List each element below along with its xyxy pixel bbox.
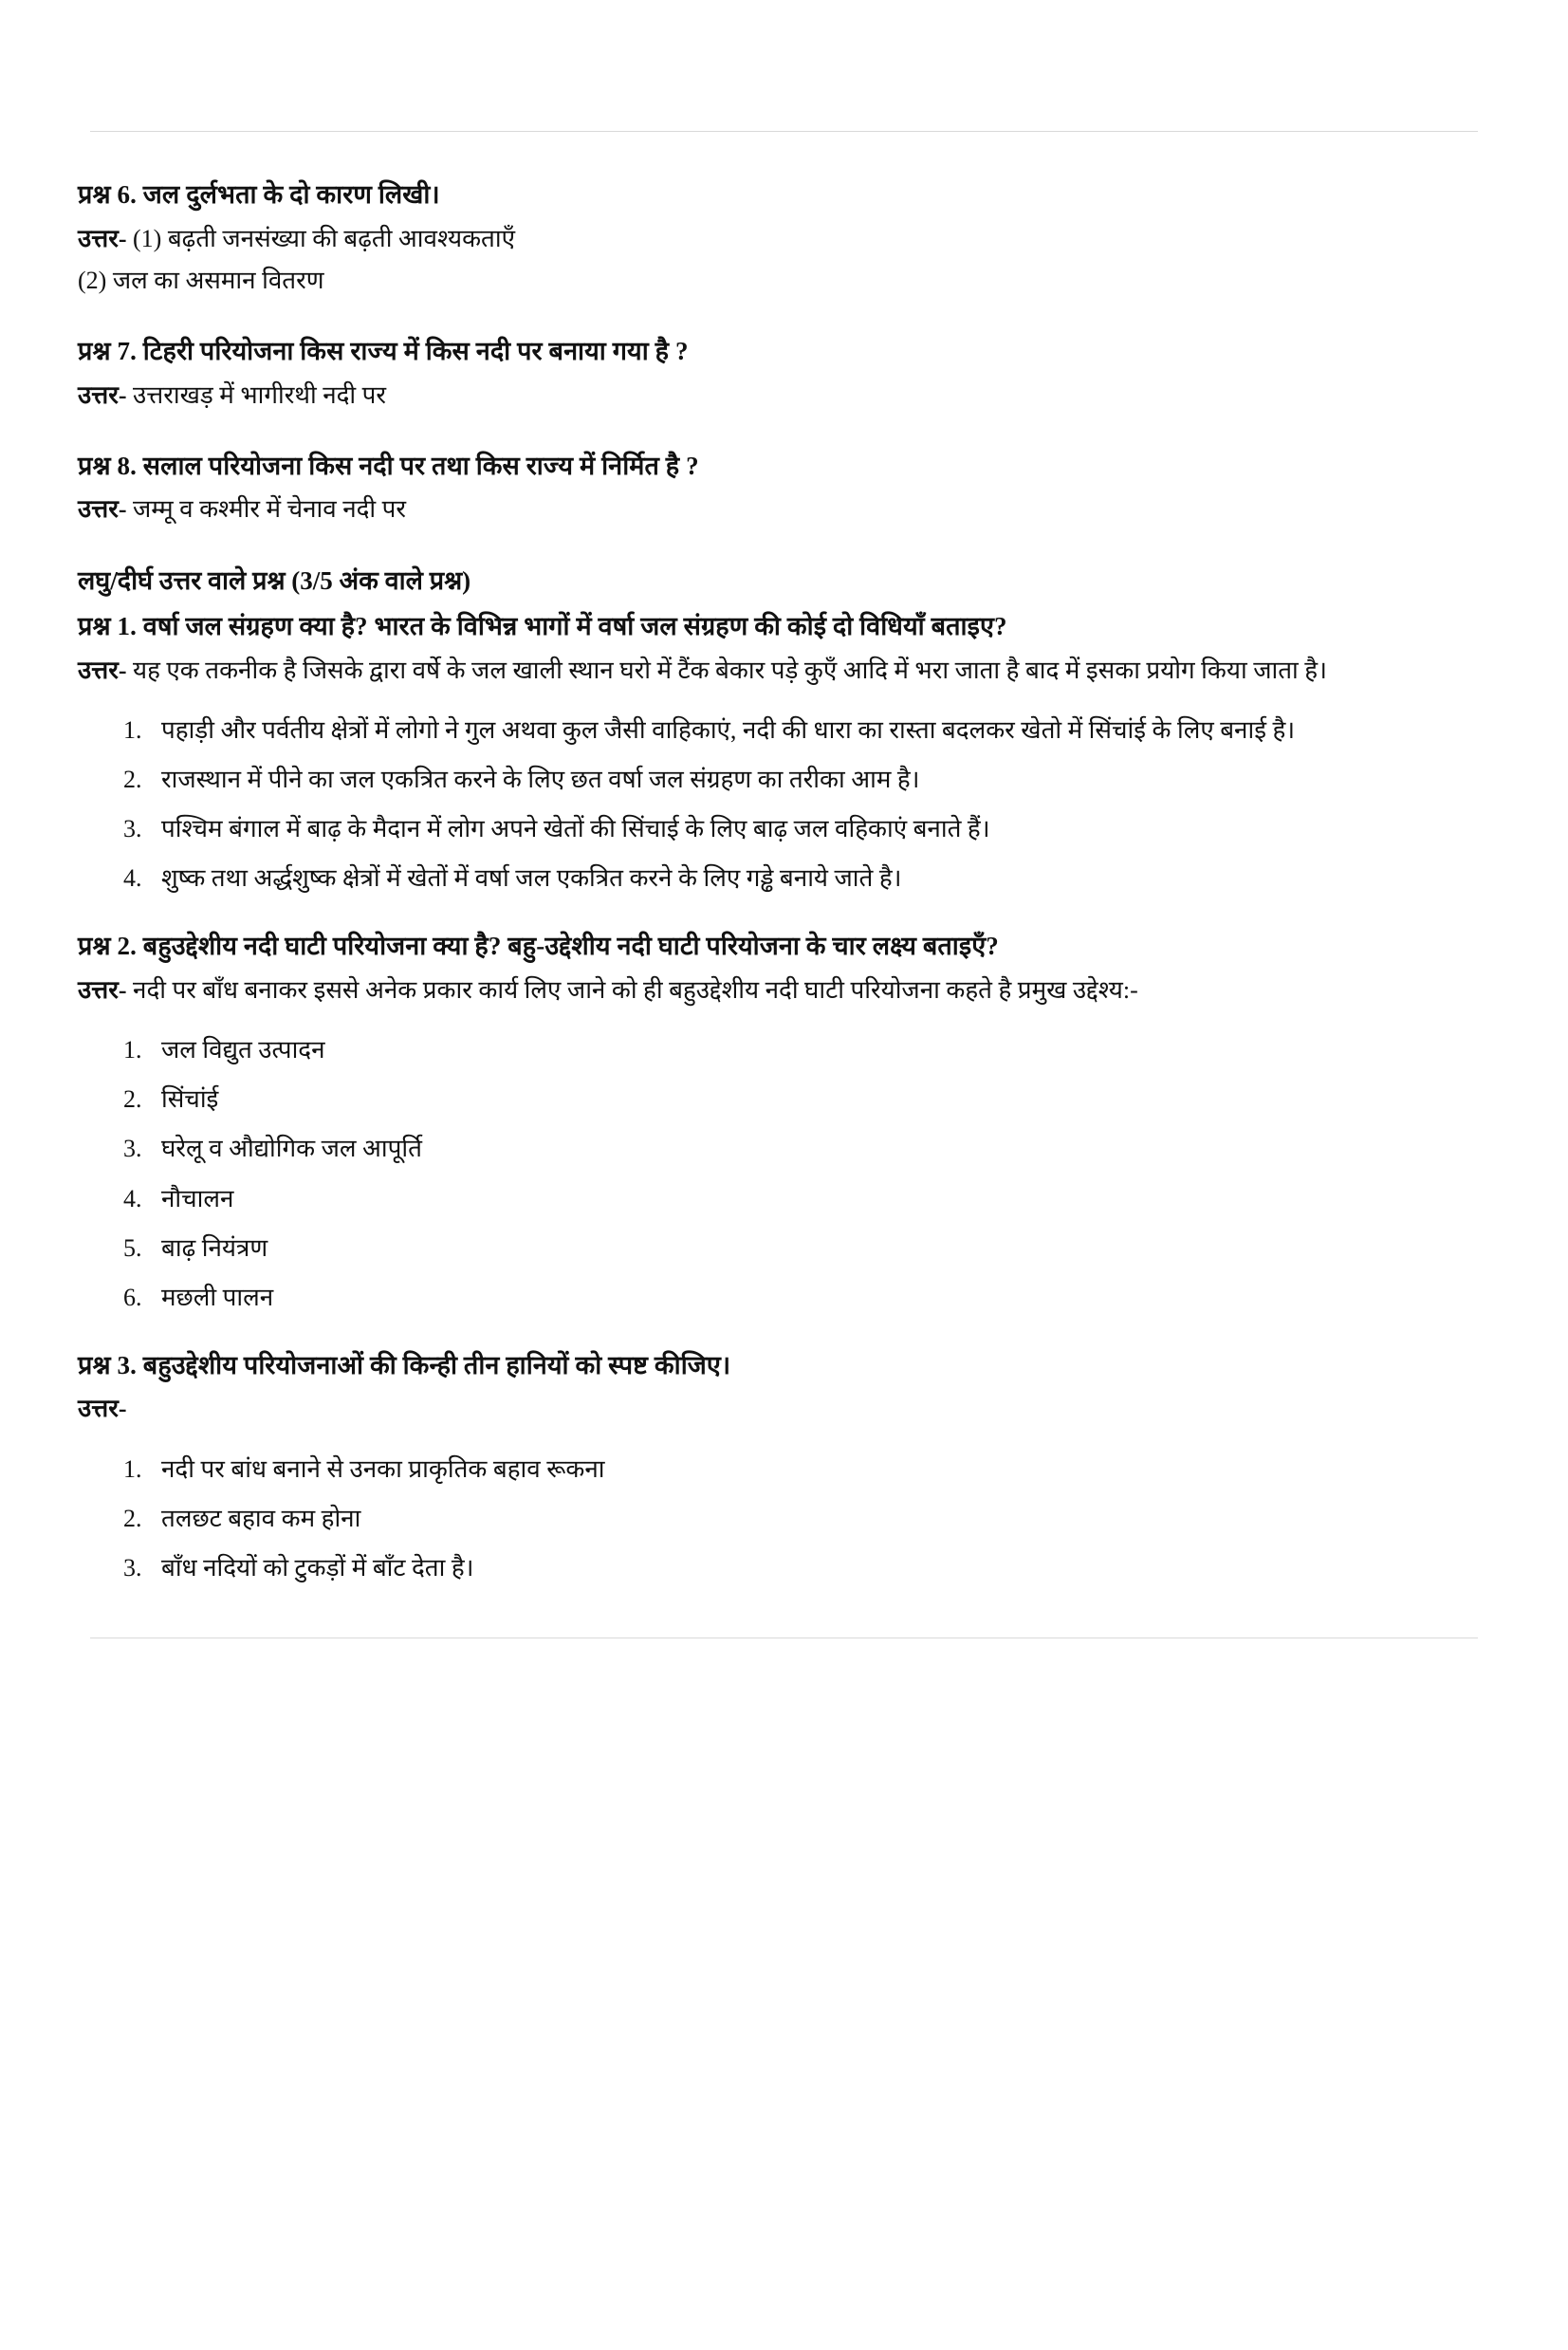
answer-text: (1) बढ़ती जनसंख्या की बढ़ती आवश्यकताएँ xyxy=(126,224,515,252)
answer-line xyxy=(78,971,1444,1009)
list-item: 5. बाढ़ नियंत्रण xyxy=(148,1229,1464,1268)
question-text: प्रश्न 8. सलाल परियोजना किस नदी पर तथा किस राज्य में निर्मित है ? xyxy=(78,451,699,480)
answer-label: उत्तर- xyxy=(78,975,127,1004)
answer-line xyxy=(78,220,1464,258)
list-item: 1. जल विद्युत उत्पादन xyxy=(148,1030,1464,1070)
question-text: प्रश्न 2. बहुउद्देशीय नदी घाटी परियोजना क्या है? बहु-उद्देशीय नदी घाटी परियोजना के चार लक्ष्य बताइएँ? xyxy=(78,932,999,961)
list-item: 3. पश्चिम बंगाल में बाढ़ के मैदान में लोग अपने खेतों की सिंचाई के लिए बाढ़ जल वहिकाएं बनाते हैं। xyxy=(148,809,1464,849)
answer-continuation: (2) जल का असमान वितरण xyxy=(78,266,324,294)
question-text: प्रश्न 3. बहुउद्देशीय परियोजनाओं की किन्ही तीन हानियों को स्पष्ट कीजिए। xyxy=(78,1350,731,1379)
qa-block-7 xyxy=(78,332,1464,415)
qa-long-block-3 xyxy=(78,1346,1464,1588)
list-item: 4. नौचालन xyxy=(148,1179,1464,1219)
section-heading: लघु/दीर्घ उत्तर वाले प्रश्न (3/5 अंक वाले प्रश्न) xyxy=(78,565,471,595)
document-page xyxy=(0,131,1568,2350)
answer-text: उत्तराखड़ में भागीरथी नदी पर xyxy=(126,380,387,409)
answer-list xyxy=(78,711,1464,898)
answer-label: उत्तर- xyxy=(78,380,127,409)
qa-block-8 xyxy=(78,447,1464,529)
answer-line xyxy=(78,652,1444,690)
list-item: 1. नदी पर बांध बनाने से उनका प्राकृतिक बहाव रूकना xyxy=(148,1450,1464,1490)
list-item: 3. घरेलू व औद्योगिक जल आपूर्ति xyxy=(148,1129,1464,1169)
list-item: 3. बाँध नदियों को टुकड़ों में बाँट देता है। xyxy=(148,1548,1464,1588)
list-item: 4. शुष्क तथा अर्द्धशुष्क क्षेत्रों में खेतों में वर्षा जल एकत्रित करने के लिए गड्ढे बनाये जाते है। xyxy=(148,859,1464,898)
answer-line xyxy=(78,377,1464,415)
qa-long-block-1 xyxy=(78,607,1464,898)
qa-long-block-2 xyxy=(78,927,1464,1317)
answer-label: उत्तर- xyxy=(78,495,127,524)
answer-text: यह एक तकनीक है जिसके द्वारा वर्षे के जल खाली स्थान घरो में टैंक बेकार पड़े कुएँ आदि में भरा जाता है बाद में इसका प्रयोग किया जाता है। xyxy=(126,656,1327,684)
list-item: 2. तलछट बहाव कम होना xyxy=(148,1499,1464,1539)
question-text: प्रश्न 6. जल दुर्लभता के दो कारण लिखी। xyxy=(78,180,440,209)
question-text: प्रश्न 7. टिहरी परियोजना किस राज्य में किस नदी पर बनाया गया है ? xyxy=(78,337,689,366)
document-content xyxy=(0,132,1568,1588)
list-item: 1. पहाड़ी और पर्वतीय क्षेत्रों में लोगो ने गुल अथवा कुल जैसी वाहिकाएं, नदी की धारा का रास्ता बदलकर खेतो में सिंचांई के लिए बनाई है। xyxy=(148,711,1464,750)
list-item: 2. राजस्थान में पीने का जल एकत्रित करने के लिए छत वर्षा जल संग्रहण का तरीका आम है। xyxy=(148,760,1464,800)
list-item: 6. मछली पालन xyxy=(148,1278,1464,1318)
answer-list xyxy=(78,1030,1464,1318)
answer-line xyxy=(78,490,1464,528)
answer-line xyxy=(78,1390,1444,1428)
answer-label: उत्तर- xyxy=(78,656,127,684)
question-text: प्रश्न 1. वर्षा जल संग्रहण क्या है? भारत के विभिन्न भागों में वर्षा जल संग्रहण की कोई दो विधियाँ बताइए? xyxy=(78,612,1007,641)
answer-text: नदी पर बाँध बनाकर इससे अनेक प्रकार कार्य लिए जाने को ही बहुउद्देशीय नदी घाटी परियोजना कहते है प्रमुख उद्देश्य:- xyxy=(126,975,1138,1004)
answer-label: उत्तर- xyxy=(78,224,127,252)
answer-label: उत्तर- xyxy=(78,1395,127,1423)
answer-text: जम्मू व कश्मीर में चेनाव नदी पर xyxy=(126,495,407,524)
qa-block-6 xyxy=(78,176,1464,300)
answer-list xyxy=(78,1450,1464,1588)
list-item: 2. सिंचांई xyxy=(148,1080,1464,1119)
